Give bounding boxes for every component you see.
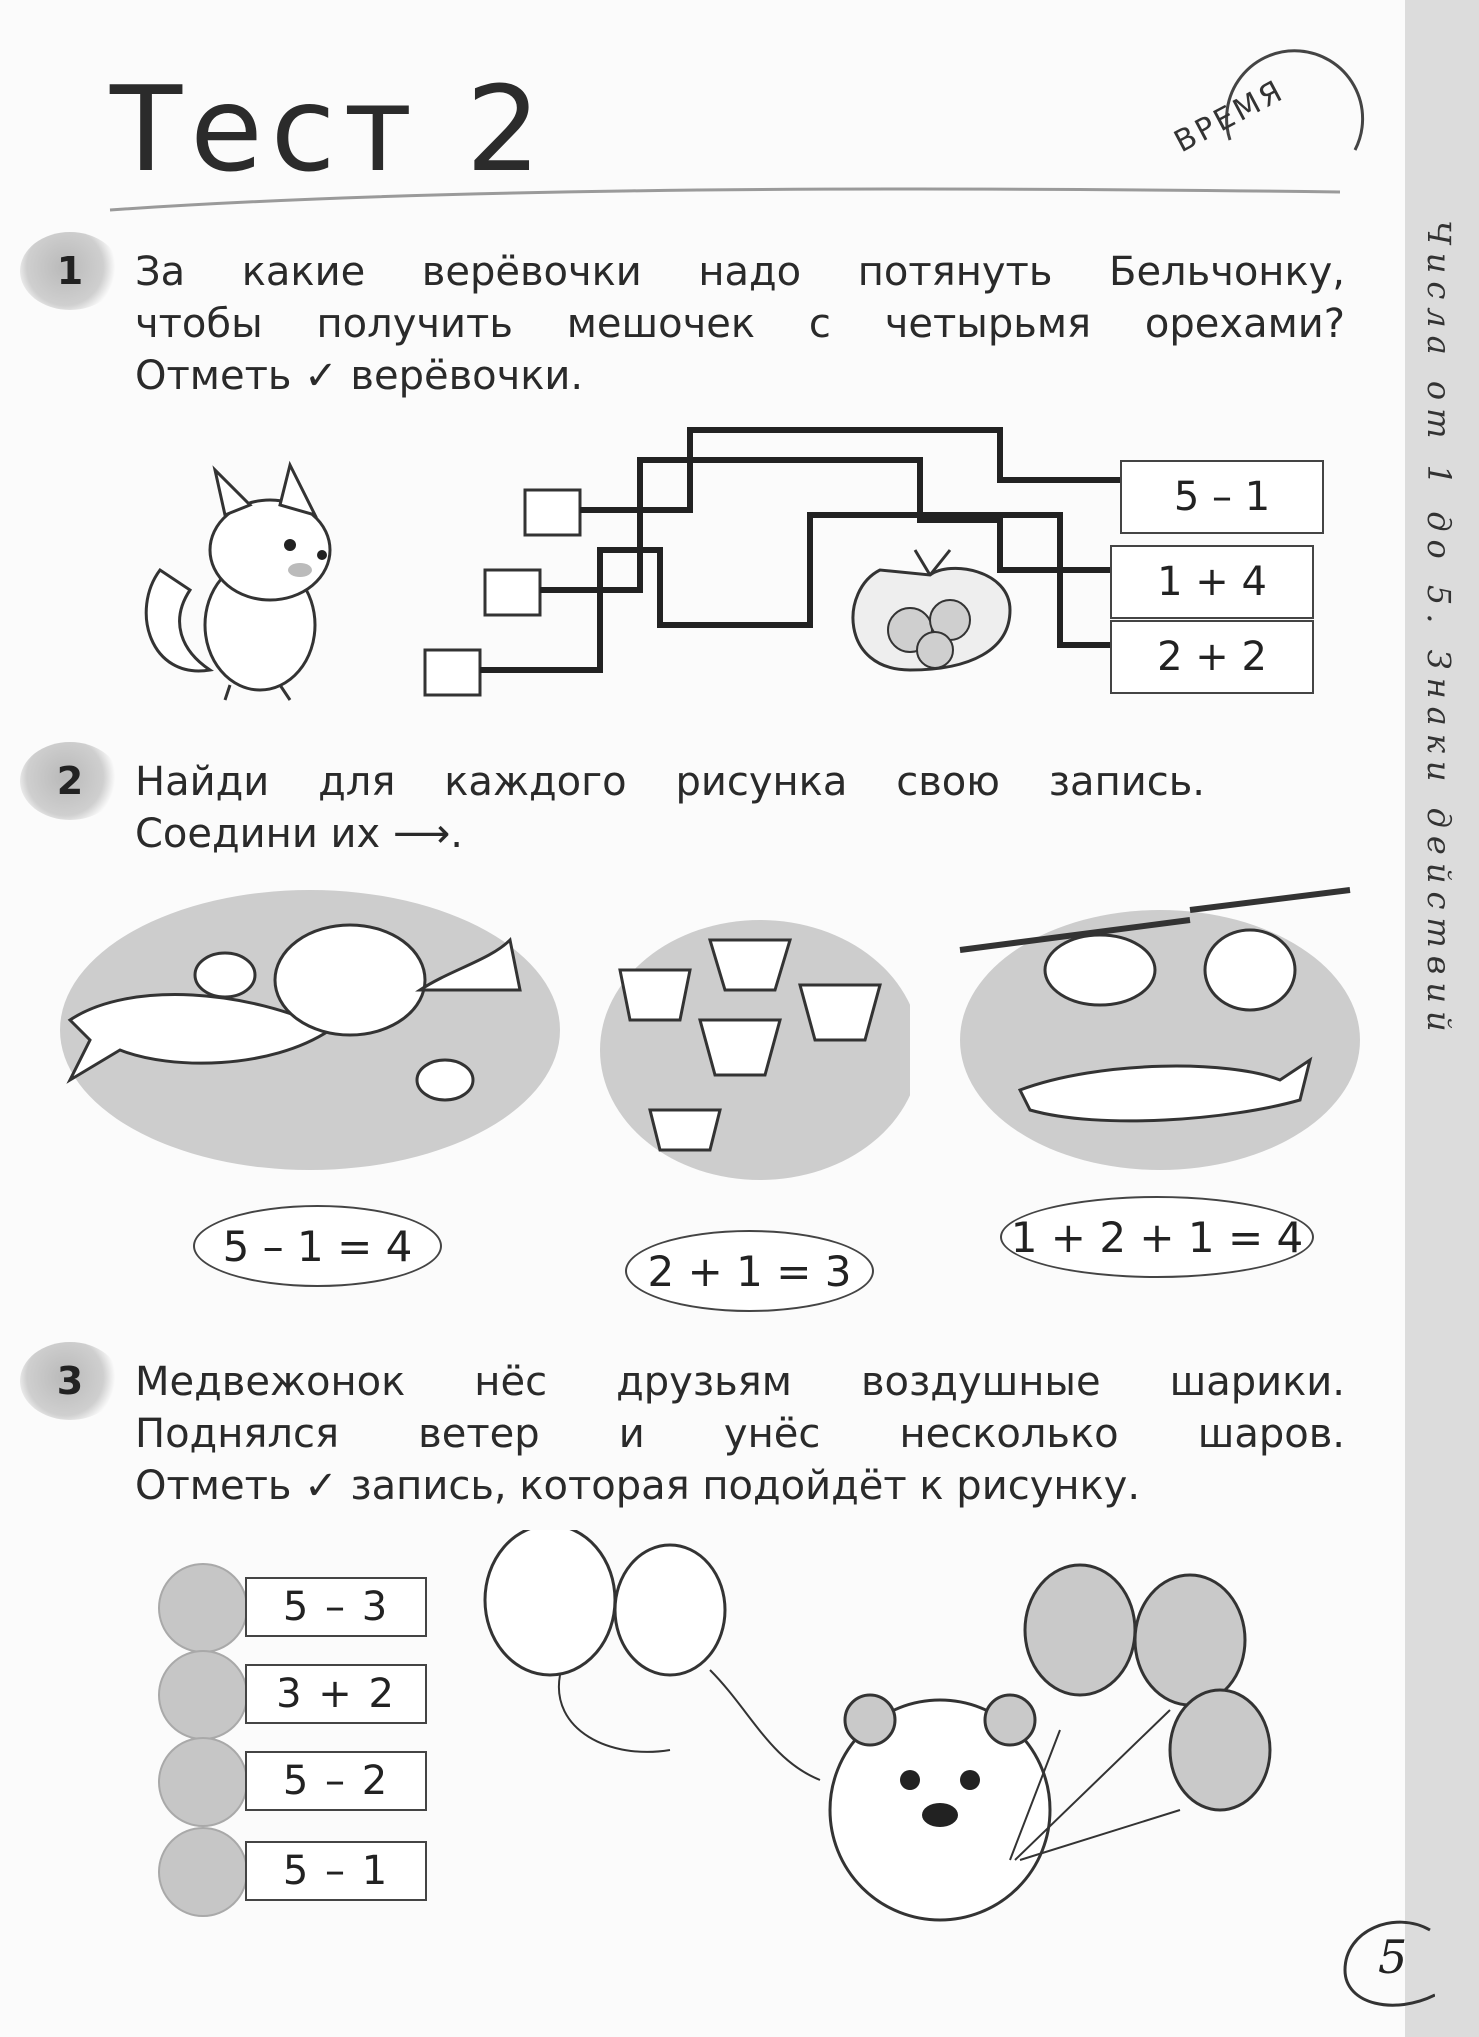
time-label: ВРЕМЯ xyxy=(1168,73,1291,160)
rope-box-2[interactable]: 1 + 4 xyxy=(1110,545,1314,619)
option-3-label: 5 – 2 xyxy=(245,1751,427,1811)
cups-picture xyxy=(590,900,910,1200)
question-1-text xyxy=(135,246,1345,402)
option-1-checkbox[interactable] xyxy=(158,1563,248,1653)
option-1-label: 5 – 3 xyxy=(245,1577,427,1637)
aircraft-picture xyxy=(950,880,1370,1180)
expression-ellipse-3[interactable]: 1 + 2 + 1 = 4 xyxy=(1000,1196,1314,1278)
option-3-checkbox[interactable] xyxy=(158,1737,248,1827)
rope-box-3[interactable]: 2 + 2 xyxy=(1110,620,1314,694)
question-3-line: Медвежонок нёс друзьям воздушные шарики. xyxy=(135,1359,1345,1405)
question-1-line: чтобы получить мешочек с четырьмя орехами? xyxy=(135,301,1345,347)
page-title: Тест 2 xyxy=(110,60,549,198)
question-3-text xyxy=(135,1356,1345,1512)
question-2-line: Соедини их ⟶. xyxy=(135,811,463,857)
question-3-number: 3 xyxy=(56,1359,84,1403)
expression-ellipse-2[interactable]: 2 + 1 = 3 xyxy=(625,1230,874,1312)
squirrel-illustration xyxy=(130,460,360,710)
question-3-line: Отметь ✓ запись, которая подойдёт к рисунку. xyxy=(135,1463,1141,1509)
question-3-line: Поднялся ветер и унёс несколько шаров. xyxy=(135,1411,1345,1457)
option-2-label: 3 + 2 xyxy=(245,1664,427,1724)
question-2-number: 2 xyxy=(56,759,84,803)
question-1-line: За какие верёвочки надо потянуть Бельчонку, xyxy=(135,249,1345,295)
option-2-checkbox[interactable] xyxy=(158,1650,248,1740)
option-4-label: 5 – 1 xyxy=(245,1841,427,1901)
question-1-line: Отметь ✓ верёвочки. xyxy=(135,353,584,399)
question-3-badge xyxy=(20,1342,120,1420)
sea-animals-picture xyxy=(50,880,570,1180)
sidebar-title: Числа от 1 до 5. Знаки действий xyxy=(1420,220,1458,1040)
question-1-number: 1 xyxy=(56,249,84,293)
rope-box-1[interactable]: 5 – 1 xyxy=(1120,460,1324,534)
page-number: 5 xyxy=(1378,1930,1408,1984)
question-2-text xyxy=(135,756,1205,860)
question-1-badge xyxy=(20,232,120,310)
expression-ellipse-1[interactable]: 5 – 1 = 4 xyxy=(193,1205,442,1287)
bear-balloons-picture xyxy=(470,1530,1330,1950)
question-2-badge xyxy=(20,742,120,820)
question-2-line: Найди для каждого рисунка свою запись. xyxy=(135,759,1205,805)
option-4-checkbox[interactable] xyxy=(158,1827,248,1917)
